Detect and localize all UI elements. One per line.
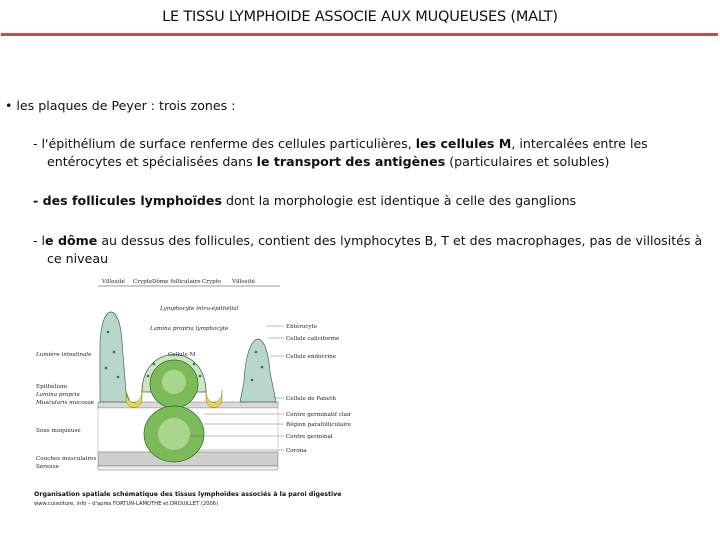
villus-left (100, 312, 130, 402)
item-dome-line2: ce niveau (47, 251, 109, 266)
label-sous-muqueuse: Sous muqueuse (36, 428, 81, 434)
label-crypte-right: Crypte (202, 279, 222, 285)
item-epithelium-line1 (33, 135, 648, 153)
item1-line2-bold: le transport des antigènes (256, 154, 446, 169)
item-epithelium-line2 (47, 153, 609, 171)
figure-caption: Organisation spatiale schématique des tissus lymphoïdes associés à la paroi digestive (34, 491, 342, 498)
label-centre-germinal: Centre germinal (286, 434, 333, 440)
label-dome: Dôme folliculaire (152, 279, 201, 285)
serosa-layer (98, 466, 278, 470)
item2-rest: dont la morphologie est identique à celle des ganglions (221, 193, 577, 208)
label-muscularis: Muscularis mucosae (36, 400, 95, 406)
item-follicles (33, 192, 576, 210)
label-paneth: Cellule de Paneth (286, 396, 336, 402)
crypt-right (206, 390, 222, 408)
label-caliciforme: Cellule caliciforme (286, 336, 340, 342)
label-paracorticale: Région parafolliculaire (286, 422, 352, 428)
item3-bold: e dôme (45, 233, 98, 248)
item1-line2b: (particulaires et solubles) (445, 154, 610, 169)
label-lamina-propria: Lamina propria (36, 392, 80, 398)
item2-bold: des follicules lymphoïdes (42, 193, 222, 208)
label-endocrine: Cellule endocrine (286, 354, 337, 360)
bullet-peyer-patches: • les plaques de Peyer : trois zones : (5, 98, 236, 113)
peyer-patch-diagram (30, 272, 360, 512)
item1-line2a: entérocytes et spécialisées dans (47, 154, 257, 169)
label-villosite-right: Villosité (232, 279, 255, 285)
label-lumiere: Lumière intestinale (36, 352, 92, 358)
item-dome-line1 (33, 232, 702, 250)
germinal-center-upper (162, 370, 186, 394)
label-villosite-left: Villosité (102, 279, 125, 285)
title-underline (1, 33, 718, 36)
label-epithelium: Epithélium (36, 384, 68, 390)
item2-dash: - (33, 193, 43, 208)
item1-middle: , intercalées entre les (511, 136, 648, 151)
label-lympho-intra: Lymphocyte intra-épithélial (160, 306, 239, 312)
figure-credit: www.cuisoiture, info – d'après FORTUN-LAMOTHE et DROUILLET (2006) (34, 501, 219, 507)
item1-bold: les cellules M (415, 136, 512, 151)
item1-prefix: - l'épithélium de surface renferme des cellules particulières, (33, 136, 416, 151)
item3-rest: au dessus des follicules, contient des lymphocytes B, T et des macrophages, pas de villosités à (97, 233, 703, 248)
label-lamina-propria-lympho: Lamina propria lymphocyte (150, 326, 229, 332)
label-enterocyte: Entérocyte (286, 324, 318, 330)
label-sereuse: Séreuse (36, 464, 59, 470)
item3-prefix: - l (33, 233, 46, 248)
label-zone-claire: Centre germinatif clair (286, 412, 352, 418)
germinal-center (158, 418, 190, 450)
slide-title: LE TISSU LYMPHOIDE ASSOCIE AUX MUQUEUSES (MALT) (162, 9, 558, 25)
label-crypte-left: Crypte (133, 279, 153, 285)
label-cellule-m: Cellule M (168, 352, 196, 358)
villus-right (240, 339, 276, 402)
label-couches-musc: Couches musculaires (36, 456, 97, 462)
label-corona: Corona (286, 448, 307, 454)
